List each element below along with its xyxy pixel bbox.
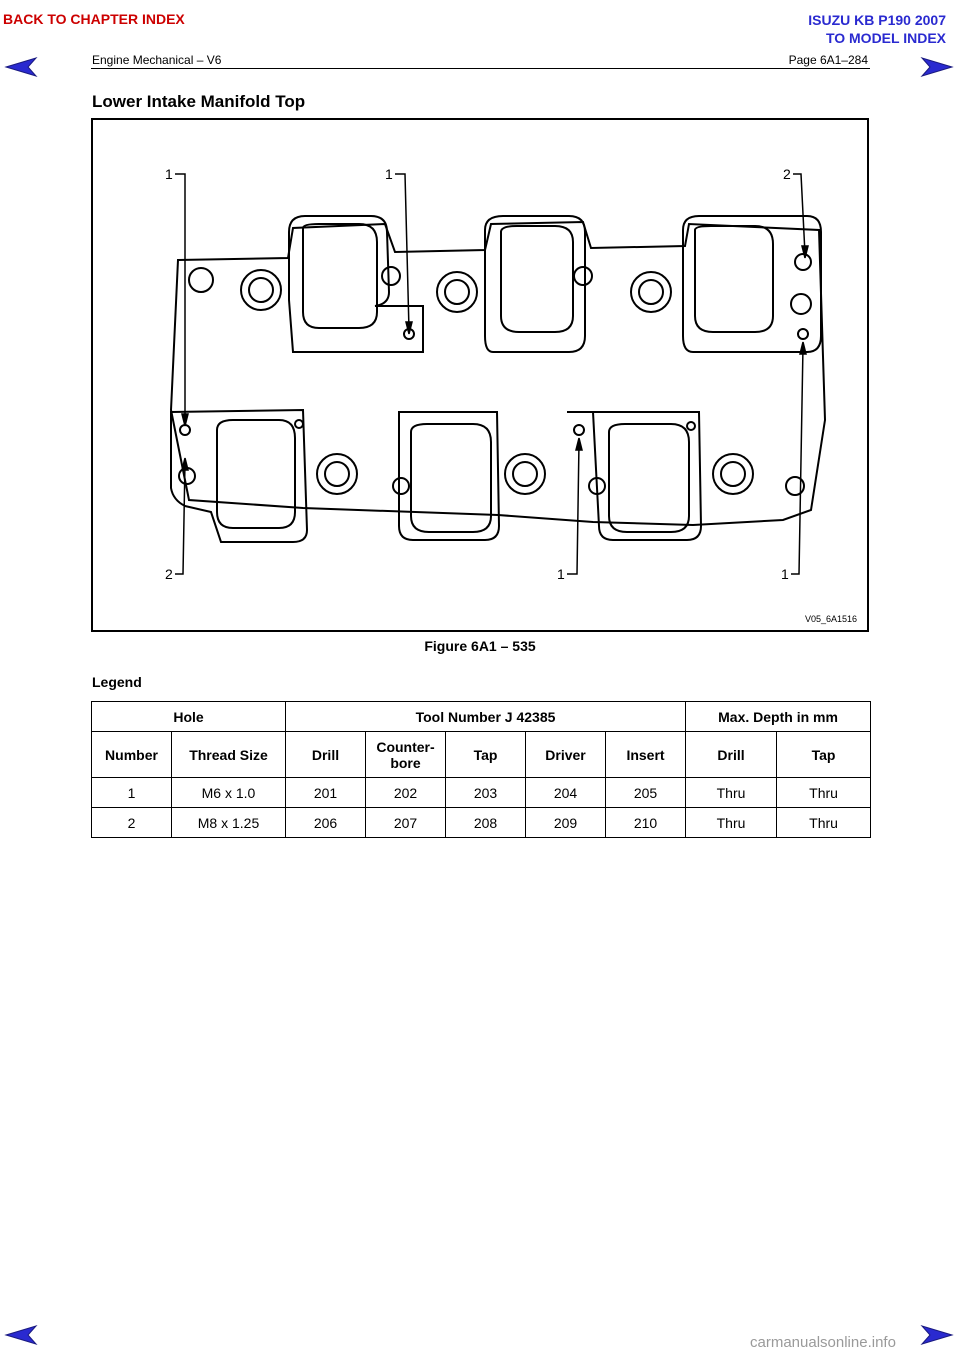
table-cell: 210 [606,808,686,838]
page-number: Page 6A1–284 [788,53,868,67]
model-title[interactable]: ISUZU KB P190 2007 [808,12,946,28]
header-counterbore: Counter-bore [366,732,446,778]
table-group-header-row [92,702,871,732]
model-index-block[interactable] [808,11,946,47]
callout-label: 2 [165,566,173,582]
header-hole: Hole [92,702,286,732]
next-page-arrow-icon[interactable] [920,56,954,78]
table-cell: 204 [526,778,606,808]
header-tool-number: Tool Number J 42385 [286,702,686,732]
back-to-chapter-index-link[interactable]: BACK TO CHAPTER INDEX [3,11,185,27]
header-tap: Tap [446,732,526,778]
table-cell: 202 [366,778,446,808]
table-row [92,808,871,838]
figure-frame [91,118,869,632]
manifold-drawing [93,120,867,630]
table-row [92,778,871,808]
header-depth-drill: Drill [686,732,777,778]
callout-label: 1 [557,566,565,582]
table-cell: 207 [366,808,446,838]
header-drill: Drill [286,732,366,778]
previous-page-arrow-icon[interactable] [4,56,38,78]
table-cell: 1 [92,778,172,808]
page-title: Lower Intake Manifold Top [92,92,306,111]
next-page-arrow-bottom-icon[interactable] [920,1324,954,1346]
previous-page-arrow-bottom-icon[interactable] [4,1324,38,1346]
table-cell: Thru [777,778,871,808]
figure-code: V05_6A1516 [805,614,858,624]
table-cell: 2 [92,808,172,838]
watermark: carmanualsonline.info [750,1334,896,1351]
callout-label: 1 [385,166,393,182]
header-number: Number [92,732,172,778]
header-driver: Driver [526,732,606,778]
header-max-depth: Max. Depth in mm [686,702,871,732]
table-cell: 201 [286,778,366,808]
header-thread-size: Thread Size [172,732,286,778]
callout-label: 1 [781,566,789,582]
figure-caption: Figure 6A1 – 535 [424,638,536,654]
header-rule [91,68,870,69]
legend-label: Legend [92,674,142,690]
table-cell: 208 [446,808,526,838]
table-cell: 209 [526,808,606,838]
table-cell: Thru [686,808,777,838]
table-sub-header-row [92,732,871,778]
header-insert: Insert [606,732,686,778]
table-cell: Thru [777,808,871,838]
table-cell: M8 x 1.25 [172,808,286,838]
table-cell: M6 x 1.0 [172,778,286,808]
section-header: Engine Mechanical – V6 [92,53,222,67]
header-depth-tap: Tap [777,732,871,778]
to-model-index-link[interactable]: TO MODEL INDEX [825,30,946,46]
table-cell: 205 [606,778,686,808]
callout-label: 1 [165,166,173,182]
table-cell: Thru [686,778,777,808]
table-cell: 203 [446,778,526,808]
callout-label: 2 [783,166,791,182]
table-cell: 206 [286,808,366,838]
tool-specification-table [91,701,871,838]
